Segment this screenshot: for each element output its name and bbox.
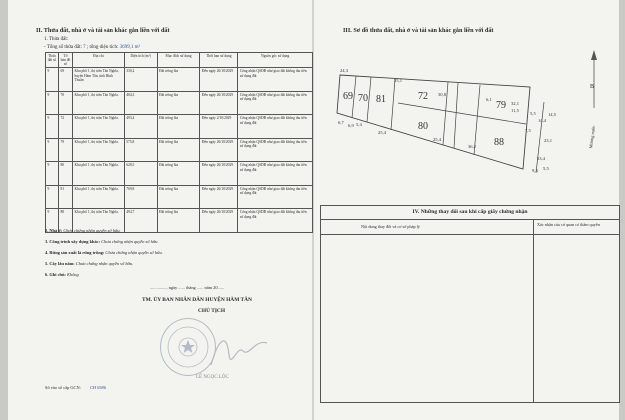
item-perennial <box>45 261 133 266</box>
cell-origin: Công nhận QSDĐ như giao đất không thu tiền sử dụng đất <box>238 115 313 139</box>
table-row <box>46 162 313 186</box>
cell-address: Khu phố 1, thị trấn Tân Nghĩa. <box>72 138 124 162</box>
col-header: Mục đích sử dụng <box>157 53 200 68</box>
signature-mark <box>205 325 275 375</box>
cell-term: Đến ngày 26/10/2029 <box>200 68 238 92</box>
totals-unit: m² <box>134 45 141 50</box>
totals-line <box>44 45 140 50</box>
dimension-label: 14,5 <box>548 112 557 117</box>
cell-parcel: 72 <box>58 115 72 139</box>
cell-area: 330,2 <box>124 68 157 92</box>
cell-sheet: 9 <box>46 185 59 209</box>
item-forest <box>45 250 163 255</box>
cell-origin: Công nhận QSDĐ như giao đất không thu tiền sử dụng đất <box>238 91 313 115</box>
cell-parcel: 81 <box>58 185 72 209</box>
dimension-label: 5,4 <box>356 122 362 127</box>
cell-term: Đến ngày 26/10/2029 <box>200 162 238 186</box>
parcel-number: 80 <box>418 121 428 132</box>
cell-sheet: 9 <box>46 115 59 139</box>
cell-area: 769,8 <box>124 185 157 209</box>
cell-area: 575,8 <box>124 138 157 162</box>
cell-term: Đến ngày 26/10/2029 <box>200 91 238 115</box>
cell-term: Đến ngày 2/10/2029 <box>200 115 238 139</box>
item-label: 4. Rừng sản xuất là rừng trồng: <box>45 250 105 255</box>
cell-parcel: 70 <box>58 91 72 115</box>
parcel-subtitle: 1. Thửa đất: <box>44 37 69 42</box>
col-header: Thời hạn sử dụng <box>200 53 238 68</box>
dimension-label: 6,7 <box>338 120 344 125</box>
dimension-label: 11,5 <box>511 108 519 113</box>
totals-label: - Tổng số thửa đất: <box>44 45 82 50</box>
dimension-label: 23,1 <box>544 138 553 143</box>
cell-parcel: 80 <box>58 162 72 186</box>
item-value: Chưa chứng nhận quyền sở hữu. <box>75 261 134 266</box>
dimension-label: 14,4 <box>538 118 547 123</box>
parcel-number: 72 <box>418 91 428 102</box>
col-header: Địa chỉ <box>72 53 124 68</box>
cell-purpose: Đất trồng lúa <box>157 162 200 186</box>
table-row <box>46 185 313 209</box>
cell-sheet: 9 <box>46 138 59 162</box>
parcel-diagram <box>318 42 620 200</box>
role-title: CHỦ TỊCH <box>198 308 226 314</box>
dimension-label: 9,3 <box>532 168 538 173</box>
cell-address: Khu phố 1, thị trấn Tân Nghĩa, huyện Hàm Tân, tỉnh Bình Thuận <box>72 68 124 92</box>
dimension-label: 6,1 <box>486 97 492 102</box>
cell-origin: Công nhận QSDĐ như giao đất không thu tiền sử dụng đất <box>238 162 313 186</box>
item-label: 5. Cây lâu năm: <box>45 261 75 266</box>
section-iii-title: III. Sơ đồ thửa đất, nhà ở và tài sản khác gắn liền với đất <box>343 27 494 34</box>
dimension-label: 7,5 <box>525 128 531 133</box>
parcel-number: 69 <box>343 91 353 102</box>
cell-address: Khu phố 1, thị trấn Tân Nghĩa. <box>72 115 124 139</box>
table-header-row <box>46 53 313 68</box>
item-notes <box>45 272 79 277</box>
cell-area: 493,4 <box>124 115 157 139</box>
dimension-label: 5,5 <box>543 166 549 171</box>
cell-term: Đến ngày 26/10/2029 <box>200 185 238 209</box>
item-label: 3. Công trình xây dựng khác: <box>45 239 101 244</box>
table-row <box>46 138 313 162</box>
cell-purpose: Đất trồng lúa <box>157 138 200 162</box>
table-row <box>46 68 313 92</box>
cell-purpose: Đất trồng lúa <box>157 68 200 92</box>
signer-name: LÊ NGỌC LỘC <box>196 375 229 380</box>
authority-title: TM. ỦY BAN NHÂN DÂN HUYỆN HÀM TÂN <box>142 297 252 303</box>
cell-address: Khu phố 1, thị trấn Tân Nghĩa. <box>72 185 124 209</box>
item-label: 6. Ghi chú: <box>45 272 66 277</box>
cell-area: 404,3 <box>124 91 157 115</box>
item-value: Chưa chứng nhận quyền sở hữu. <box>63 228 121 233</box>
item-label: 2. Nhà ở: <box>45 228 63 233</box>
cell-origin: Công nhận QSDĐ như giao đất không thu tiền sử dụng đất <box>238 68 313 92</box>
left-edge <box>0 0 8 420</box>
item-value: Không <box>66 272 79 277</box>
ledger-label: Số vào sổ cấp GCN: <box>45 385 81 390</box>
date-line: ..............., ngày ...... tháng ...... năm 20...... <box>150 285 225 290</box>
cell-area: 494,7 <box>124 209 157 233</box>
dimension-label: 25,1 <box>394 78 403 83</box>
parcel-number: 70 <box>358 93 368 104</box>
dimension-label: 32,1 <box>511 101 520 106</box>
cell-address: Khu phố 1, thị trấn Tân Nghĩa. <box>72 91 124 115</box>
dimension-label: 30,8 <box>438 92 447 97</box>
totals-area-label: ; tổng diện tích: <box>86 45 119 50</box>
dimension-label: 25,4 <box>378 130 387 135</box>
parcel-number: 81 <box>376 94 386 105</box>
item-value: Chưa chứng nhận quyền sở hữu. <box>105 250 163 255</box>
cell-parcel: 69 <box>58 68 72 92</box>
parcel-number: 79 <box>496 100 506 111</box>
road-label: Mương nước <box>588 125 597 149</box>
cell-purpose: Đất trồng lúa <box>157 209 200 233</box>
item-house <box>45 228 121 233</box>
table-row <box>46 115 313 139</box>
cell-sheet: 9 <box>46 68 59 92</box>
cell-term: Đến ngày 26/10/2029 <box>200 138 238 162</box>
dimension-label: 36,2 <box>468 144 477 149</box>
col-header: Thửa đất số <box>46 53 59 68</box>
section-iv-title: IV. Những thay đổi sau khi cấp giấy chứng nhận <box>412 209 528 215</box>
dimension-label: 33,4 <box>537 156 546 161</box>
col-header: Diện tích (m²) <box>124 53 157 68</box>
north-label: B <box>590 84 595 90</box>
cell-purpose: Đất trồng lúa <box>157 115 200 139</box>
dimension-label: 24,3 <box>340 68 349 73</box>
cell-purpose: Đất trồng lúa <box>157 91 200 115</box>
item-value: Chưa chứng nhận quyền sở hữu. <box>101 239 159 244</box>
cell-origin: Công nhận QSDĐ như giao đất không thu tiền sử dụng đất <box>238 138 313 162</box>
item-construction <box>45 239 159 244</box>
parcel-number: 88 <box>494 137 504 148</box>
table-row <box>46 91 313 115</box>
dimension-label: 5,5 <box>530 111 536 116</box>
ledger-line <box>45 385 106 390</box>
cell-sheet: 9 <box>46 209 59 233</box>
ledger-value: CH 0586 <box>89 385 106 390</box>
dimension-label: 6,9 <box>348 123 354 128</box>
section-ii-title: II. Thửa đất, nhà ở và tài sản khác gắn liền với đất <box>36 27 170 34</box>
totals-count: 7 <box>83 45 86 50</box>
cell-parcel: 88 <box>58 209 72 233</box>
dimension-label: 25,4 <box>433 137 442 142</box>
cell-sheet: 9 <box>46 162 59 186</box>
cell-area: 628,5 <box>124 162 157 186</box>
cell-origin: Công nhận QSDĐ như giao đất không thu tiền sử dụng đất <box>238 185 313 209</box>
cell-address: Khu phố 1, thị trấn Tân Nghĩa. <box>72 162 124 186</box>
cell-parcel: 79 <box>58 138 72 162</box>
cell-term: Đến ngày 26/10/2029 <box>200 209 238 233</box>
cell-origin: Công nhận QSDĐ như giao đất không thu tiền sử dụng đất <box>238 209 313 233</box>
cell-sheet: 9 <box>46 91 59 115</box>
change-content-header: Nội dung thay đổi và cơ sở pháp lý <box>361 224 420 229</box>
parcel-table <box>45 52 313 233</box>
cell-purpose: Đất trồng lúa <box>157 185 200 209</box>
col-header: Nguồn gốc sử dụng <box>238 53 313 68</box>
cell-address: Khu phố 1, thị trấn Tân Nghĩa. <box>72 209 124 233</box>
col-header: Tờ bản đồ số <box>58 53 72 68</box>
changes-box <box>320 205 620 403</box>
change-confirm-header: Xác nhận của cơ quan có thẩm quyền <box>537 222 600 227</box>
totals-area: 3699,1 <box>119 45 134 50</box>
